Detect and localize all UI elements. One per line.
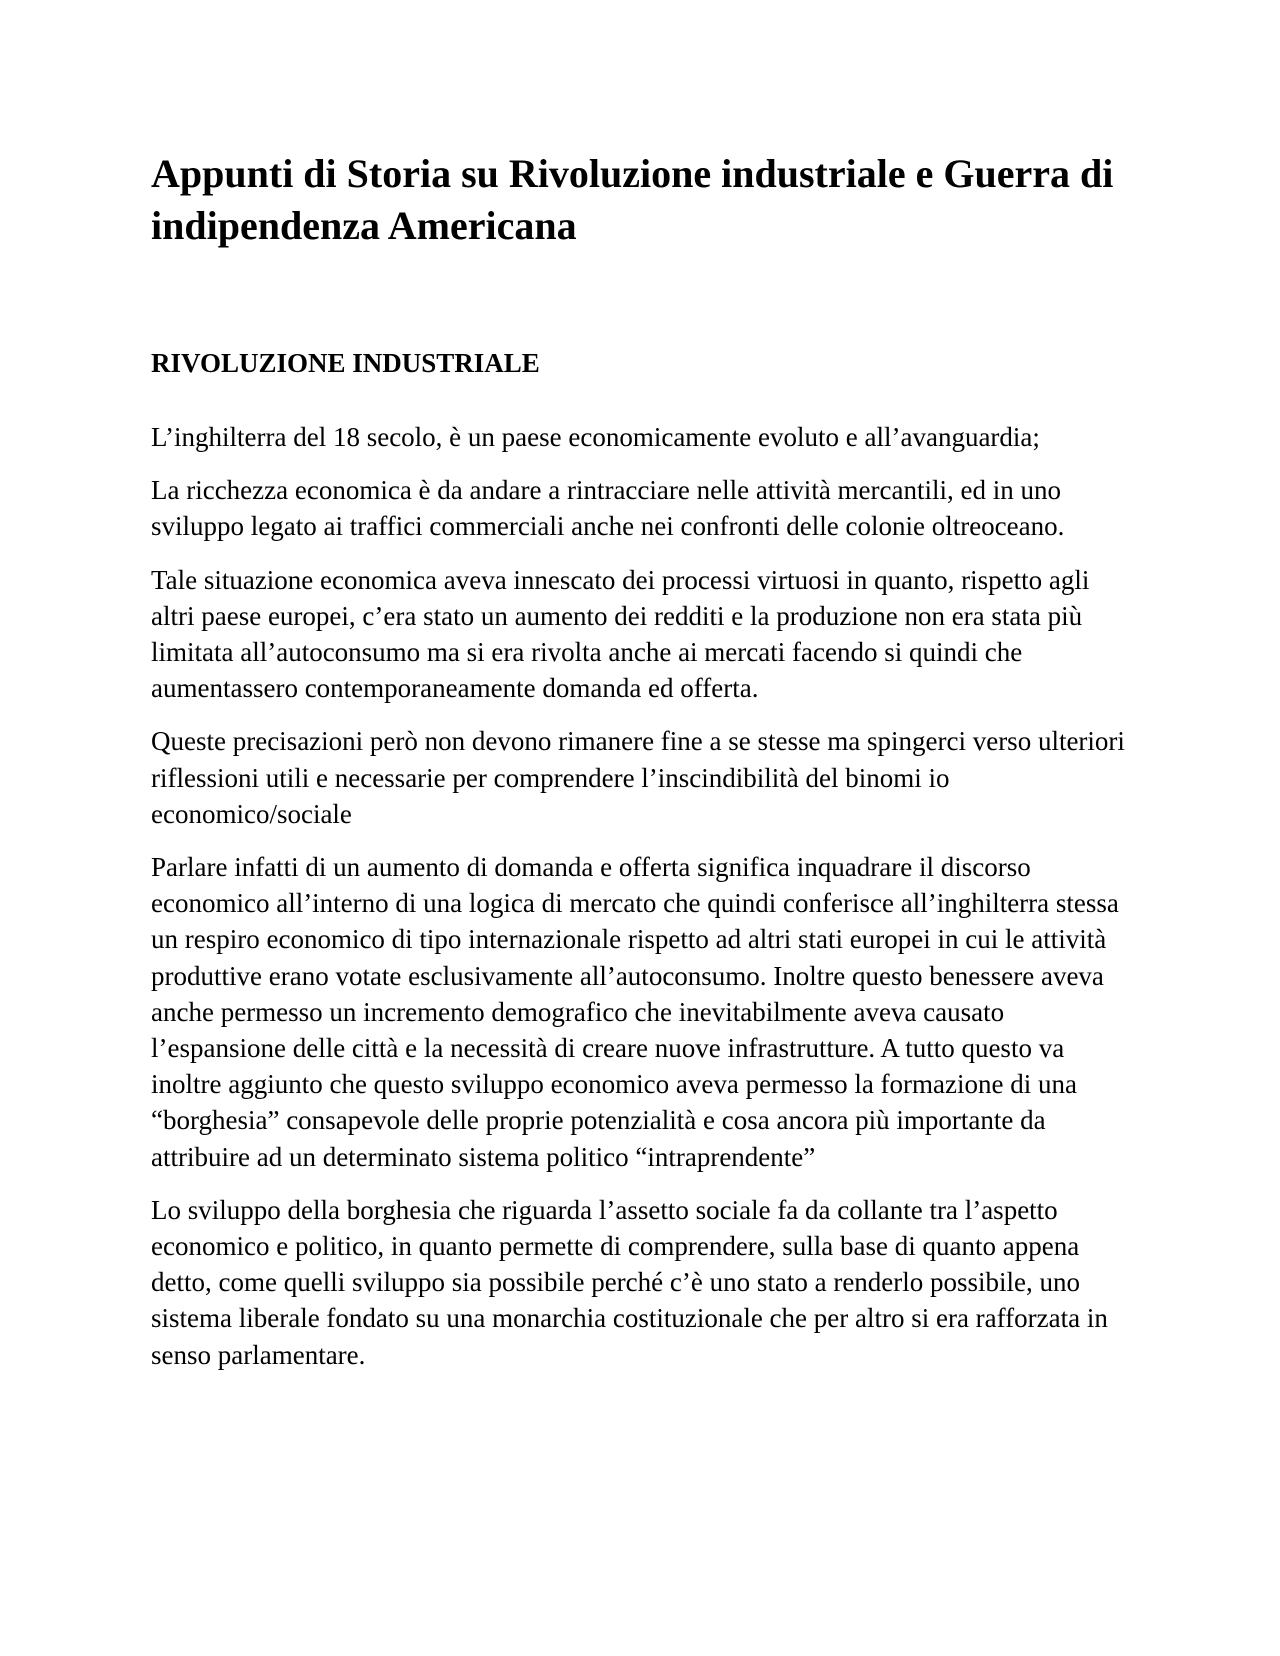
document-title: Appunti di Storia su Rivoluzione industriale e Guerra di indipendenza Americana <box>151 151 1114 248</box>
paragraph-5: Parlare infatti di un aumento di domanda e offerta significa inquadrare il discorso economico all’interno di una logica di mercato che quindi conferisce all’inghilterra stessa un respiro economico di tipo internazionale rispetto ad altri stati europei in cui le attività produttive erano votate esclusivamente all’autoconsumo. Inoltre questo benessere aveva anche permesso un incremento demografico che inevitabilmente aveva causato l’espansione delle città e la necessità di creare nuove infrastrutture. A tutto questo va inoltre aggiunto che questo sviluppo economico aveva permesso la formazione di una “borghesia” consapevole delle proprie potenzialità e cosa ancora più importante da attribuire ad un determinato sistema politico “intraprendente” <box>151 852 1119 1172</box>
paragraph-3: Tale situazione economica aveva innescato dei processi virtuosi in quanto, rispetto agli altri paese europei, c’era stato un aumento dei redditi e la produzione non era stata più limitata all’autoconsumo ma si era rivolta anche ai mercati facendo si quindi che aumentassero contemporaneamente domanda ed offerta. <box>151 564 1090 704</box>
section-heading: RIVOLUZIONE INDUSTRIALE <box>151 348 540 378</box>
paragraph-2: La ricchezza economica è da andare a rintracciare nelle attività mercantili, ed in uno sviluppo legato ai traffici commerciali anche nei confronti delle colonie oltreoceano. <box>151 475 1065 542</box>
document-page <box>151 148 1136 1390</box>
paragraph-4: Queste precisazioni però non devono rimanere fine a se stesse ma spingerci verso ulteriori riflessioni utili e necessarie per comprendere l’inscindibilità del binomi io economico/sociale <box>151 726 1125 829</box>
paragraph-1: L’inghilterra del 18 secolo, è un paese economicamente evoluto e all’avanguardia; <box>151 422 1040 452</box>
body-text <box>151 419 1136 1373</box>
paragraph-6: Lo sviluppo della borghesia che riguarda l’assetto sociale fa da collante tra l’aspetto economico e politico, in quanto permette di comprendere, sulla base di quanto appena detto, come quelli sviluppo sia possibile perché c’è uno stato a renderlo possibile, uno sistema liberale fondato su una monarchia costituzionale che per altro si era rafforzata in senso parlamentare. <box>151 1194 1108 1370</box>
